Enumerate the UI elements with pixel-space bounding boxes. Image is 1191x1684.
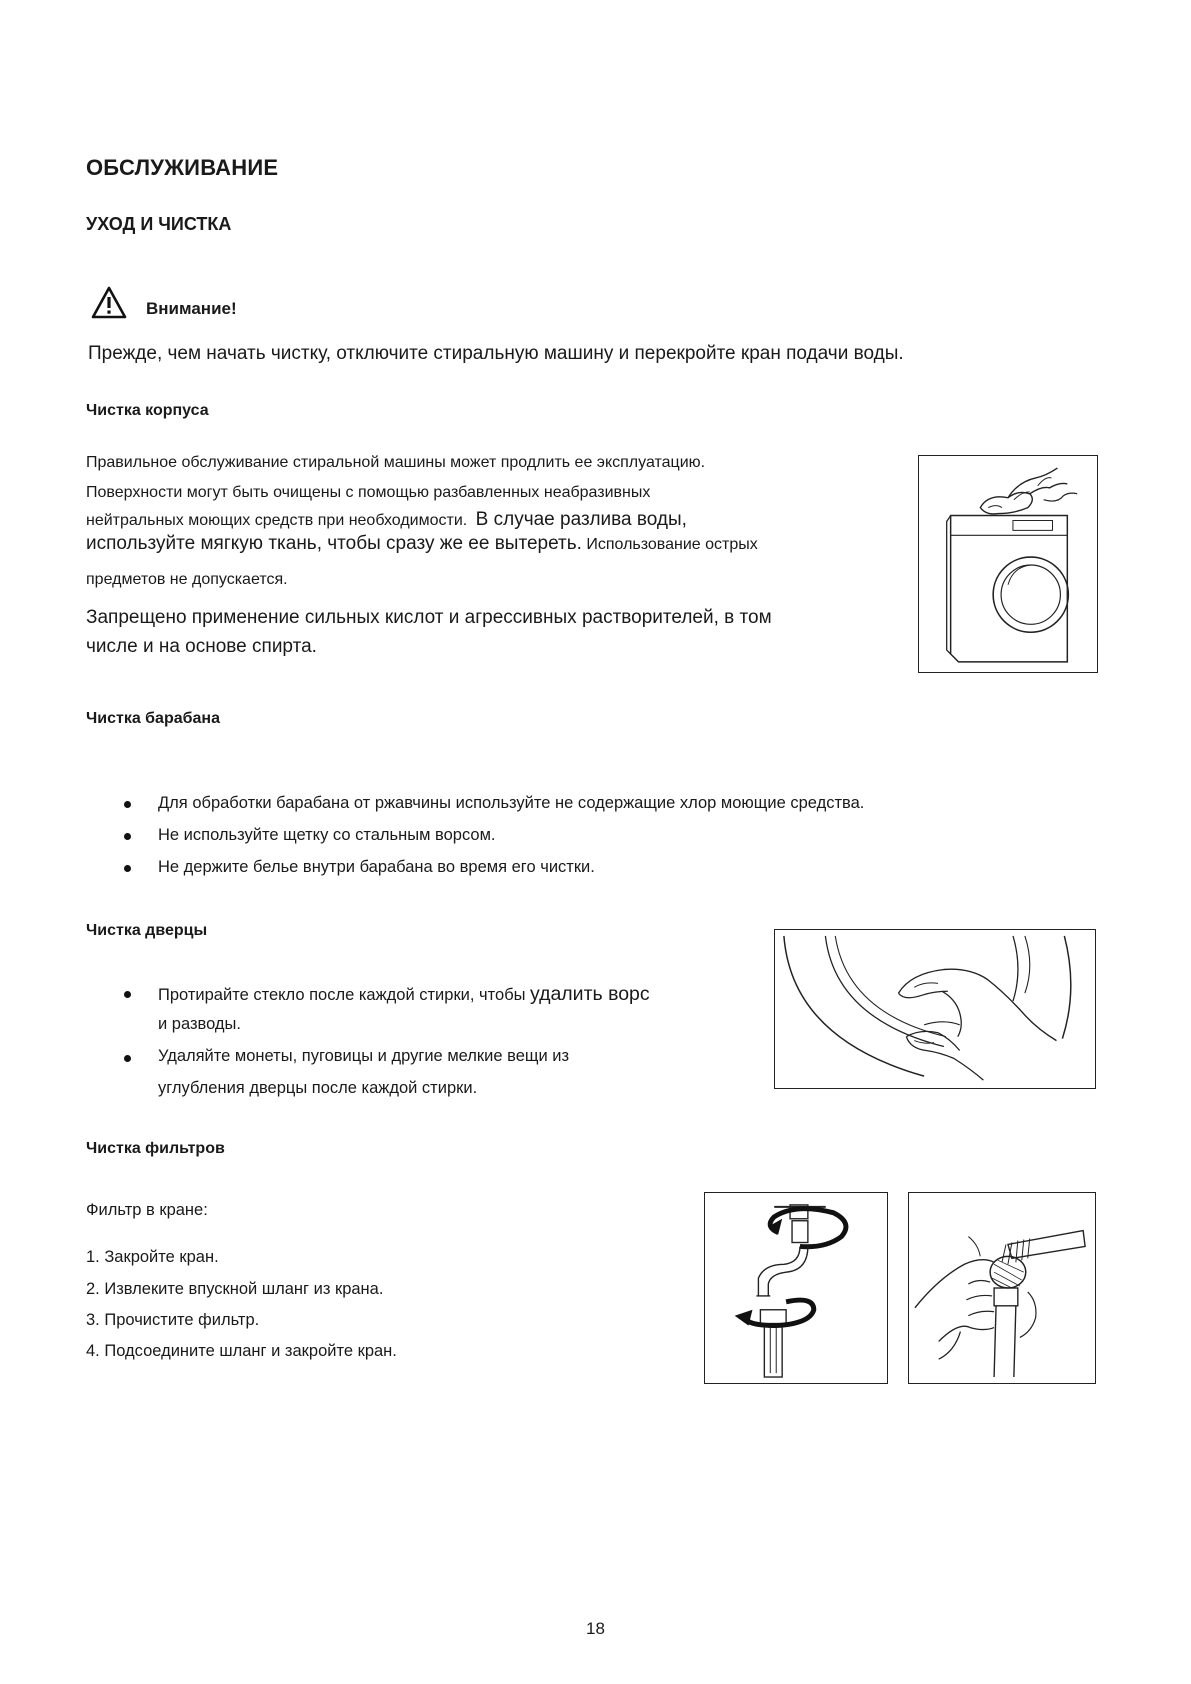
- body-line-2: Поверхности могут быть очищены с помощью разбавленных неабразивных: [86, 484, 651, 501]
- door-cleaning-list: [120, 983, 760, 1103]
- drum-cleaning-list: [120, 794, 1070, 894]
- door-cleaning-heading: Чистка дверцы: [86, 922, 208, 939]
- body-line-3: [86, 505, 687, 536]
- drum-cleaning-heading: Чистка барабана: [86, 710, 220, 727]
- filter-intro: Фильтр в кране:: [86, 1201, 208, 1219]
- body-line-7: числе и на основе спирта.: [86, 636, 317, 657]
- brush-filter-illustration: [908, 1192, 1096, 1384]
- bullet-dot-icon: [124, 1055, 131, 1062]
- body-line-6: Запрещено применение сильных кислот и агрессивных растворителей, в том: [86, 607, 772, 628]
- body-line-3b: В случае разлива воды,: [475, 509, 687, 530]
- body-cleaning-heading: Чистка корпуса: [86, 402, 209, 419]
- body-line-1: Правильное обслуживание стиральной машины может продлить ее эксплуатацию.: [86, 454, 706, 471]
- filter-cleaning-heading: Чистка фильтров: [86, 1140, 225, 1157]
- door-item-1: [158, 983, 650, 1006]
- door-item-2b: углубления дверцы после каждой стирки.: [158, 1079, 478, 1097]
- bullet-dot-icon: [124, 833, 131, 840]
- tap-filter-illustration: [704, 1192, 888, 1384]
- door-item-2a: Удаляйте монеты, пуговицы и другие мелкие вещи из: [158, 1047, 570, 1065]
- section-title: УХОД И ЧИСТКА: [86, 214, 232, 234]
- drum-item-2: Не используйте щетку со стальным ворсом.: [158, 826, 496, 844]
- bullet-dot-icon: [124, 865, 131, 872]
- page-number: 18: [586, 1619, 605, 1638]
- filter-step-4: 4. Подсоедините шланг и закройте кран.: [86, 1342, 397, 1360]
- bullet-dot-icon: [124, 801, 131, 808]
- drum-item-1: Для обработки барабана от ржавчины используйте не содержащие хлор моющие средства.: [158, 794, 865, 812]
- filter-step-2: 2. Извлеките впускной шланг из крана.: [86, 1280, 384, 1298]
- door-item-1b: удалить ворс: [529, 983, 650, 1005]
- filter-steps: [86, 1248, 646, 1378]
- body-line-4: [86, 533, 758, 555]
- filter-step-3: 3. Прочистите фильтр.: [86, 1311, 260, 1329]
- body-line-4b: Использование острых: [586, 536, 758, 553]
- door-item-1c: и разводы.: [158, 1015, 241, 1033]
- drum-item-3: Не держите белье внутри барабана во время его чистки.: [158, 858, 595, 876]
- bullet-dot-icon: [124, 991, 131, 998]
- page-title: ОБСЛУЖИВАНИЕ: [86, 155, 279, 180]
- door-item-1a: Протирайте стекло после каждой стирки, чтобы: [158, 986, 526, 1004]
- body-line-5: предметов не допускается.: [86, 571, 288, 588]
- washing-machine-cleaning-illustration: [918, 455, 1098, 673]
- body-line-3a: нейтральных моющих средств при необходимости.: [86, 512, 468, 529]
- door-cleaning-illustration: [774, 929, 1096, 1089]
- body-line-4a: используйте мягкую ткань, чтобы сразу же ее вытереть.: [86, 533, 582, 554]
- body-cleaning-text: [86, 447, 886, 667]
- warning-triangle-icon: [91, 286, 127, 319]
- warning-label: Внимание!: [146, 299, 237, 318]
- warning-text: Прежде, чем начать чистку, отключите стиральную машину и перекройте кран подачи воды.: [88, 343, 904, 364]
- filter-step-1: 1. Закройте кран.: [86, 1248, 219, 1266]
